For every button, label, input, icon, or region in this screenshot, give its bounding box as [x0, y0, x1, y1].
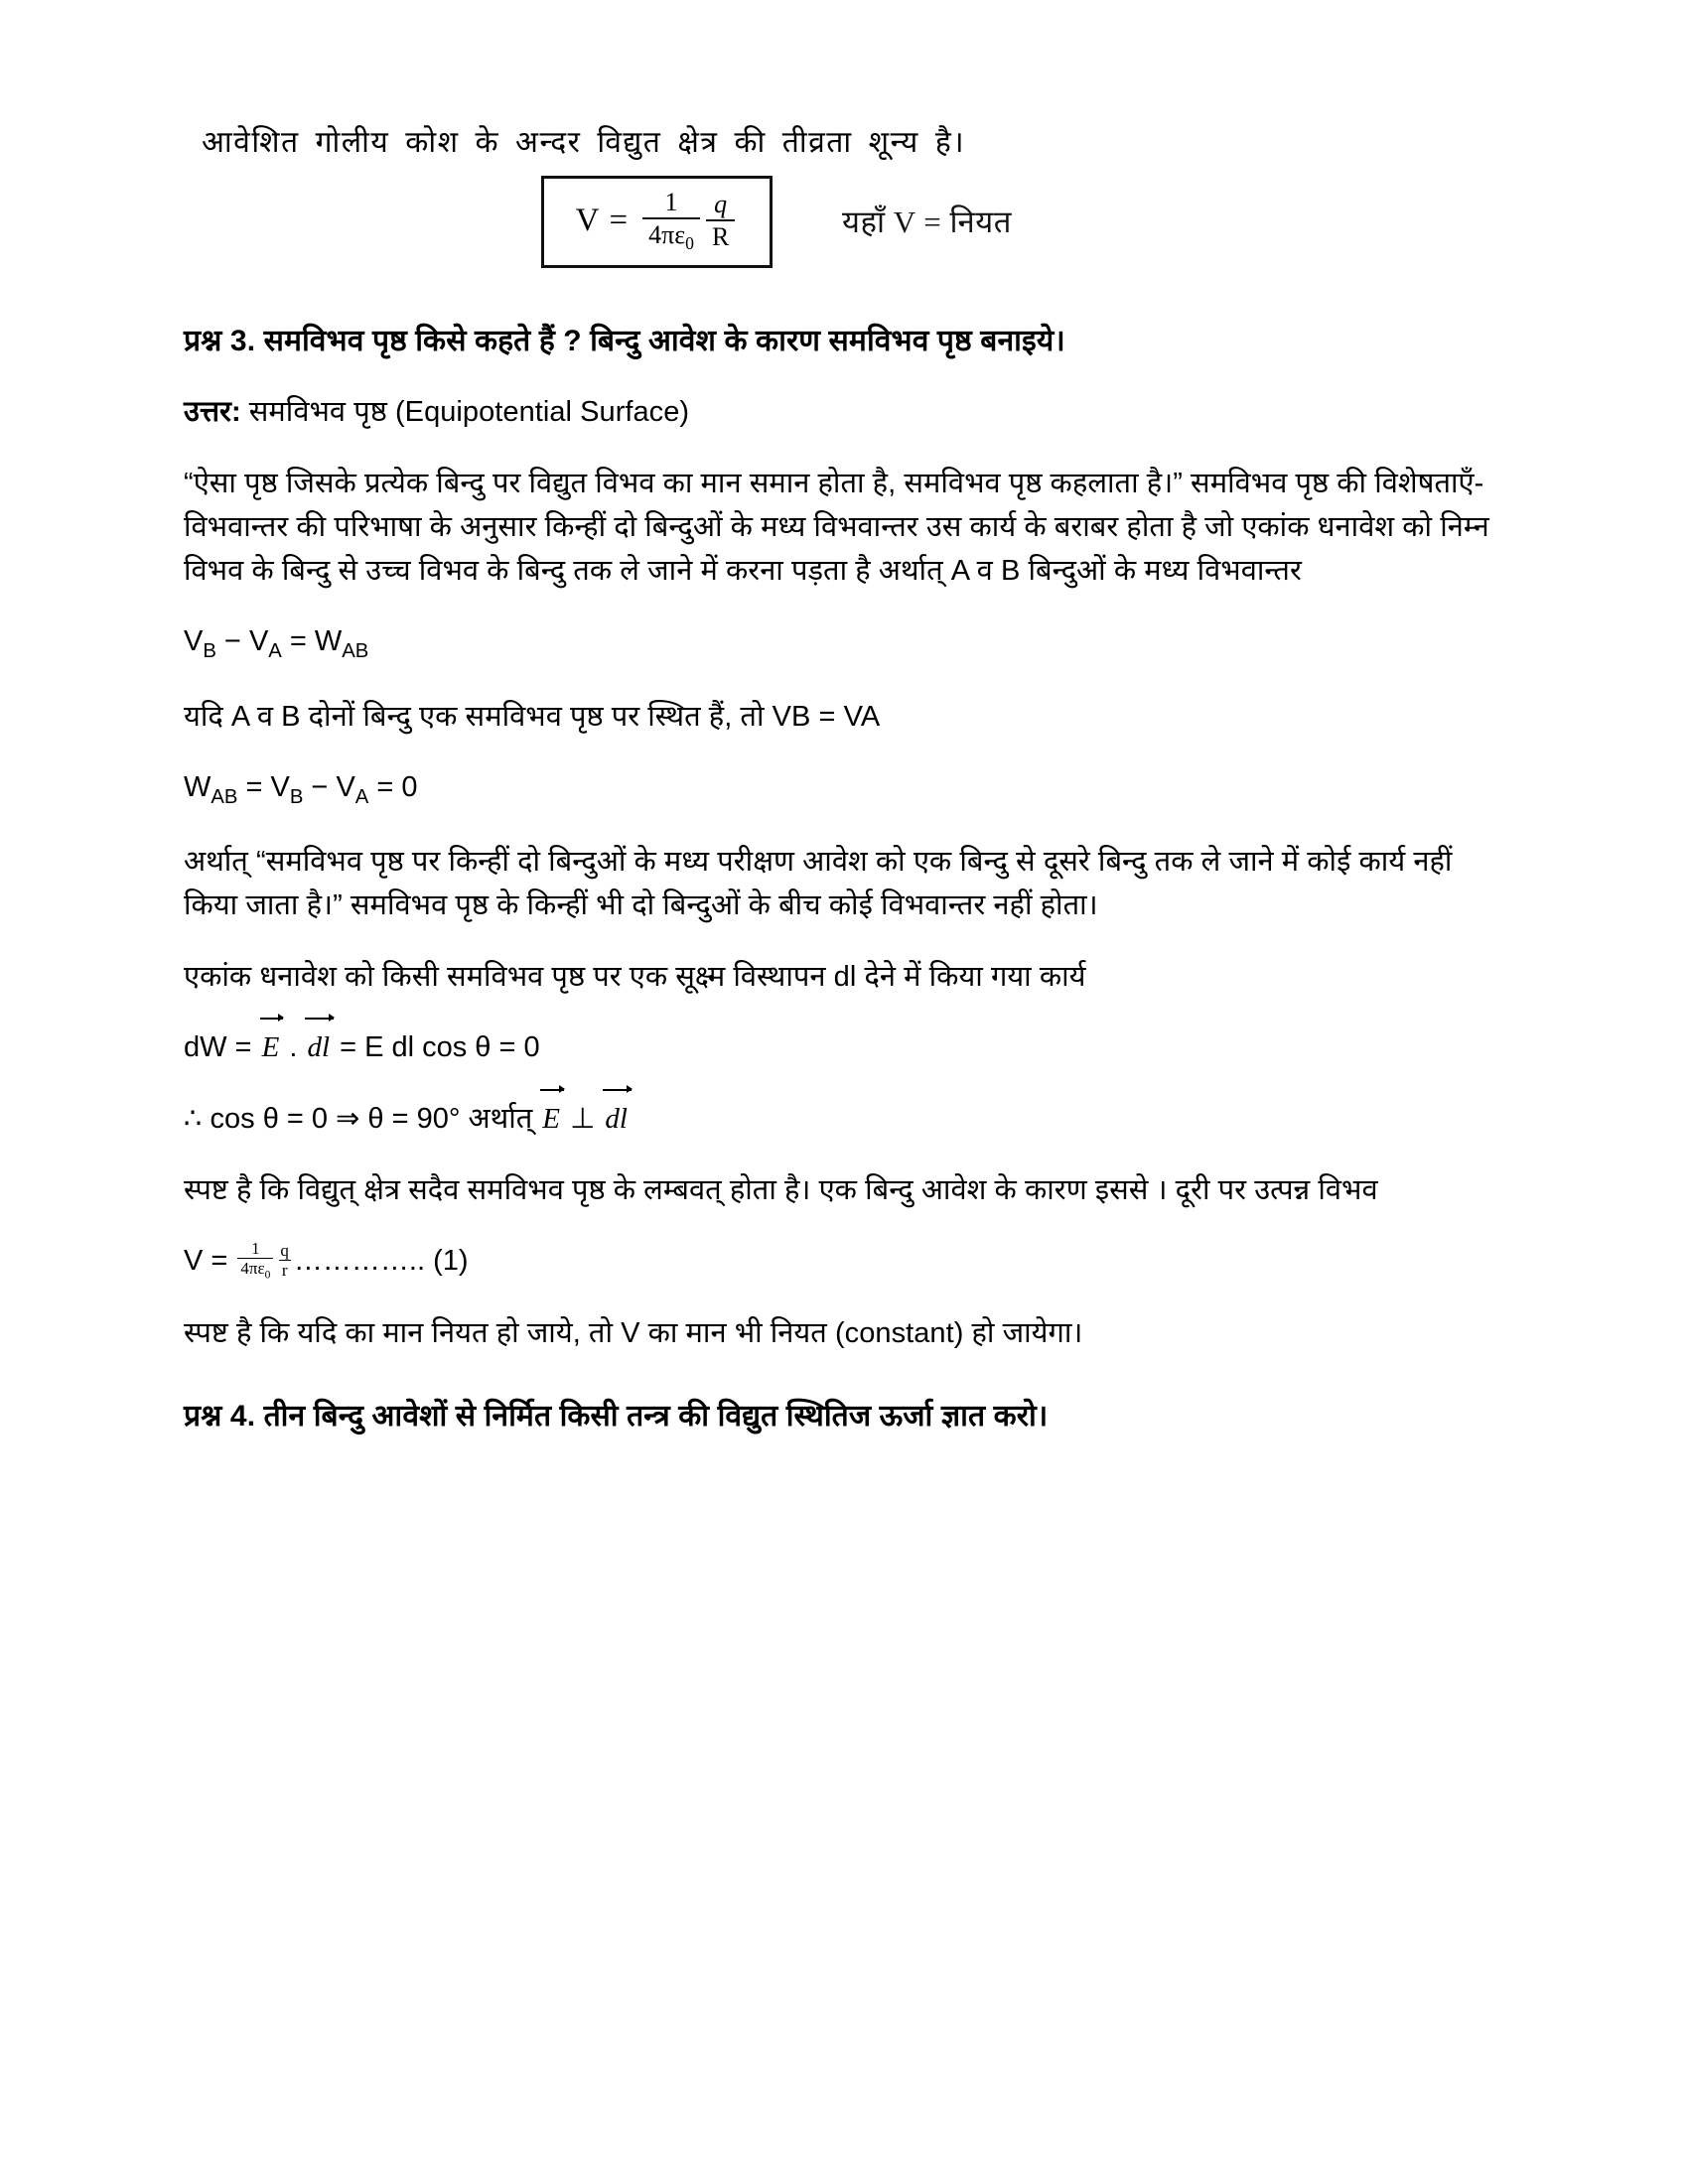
formula-note: यहाँ V = नियत — [842, 205, 1012, 240]
question-3-paragraph-5: स्पष्ट है कि यदि का मान नियत हो जाये, तो V का मान भी नियत (constant) हो जायेगा। — [184, 1316, 1083, 1349]
eq1-v2-sub: A — [268, 640, 282, 663]
eq1-w: W — [314, 625, 343, 658]
eq6-frac1-den — [237, 1258, 273, 1281]
eq4-lead: dW = — [184, 1031, 260, 1064]
eq1-v1-sub: B — [203, 640, 216, 663]
formula-fraction-one — [642, 189, 700, 253]
top-statement: आवेशित गोलीय कोश के अन्दर विद्युत क्षेत्र की तीव्रता शून्य है। — [202, 126, 966, 159]
question-3-answer-line — [184, 390, 1499, 434]
question-3-heading: प्रश्न 3. समविभव पृष्ठ किसे कहते हैं ? बिन्दु आवेश के कारण समविभव पृष्ठ बनाइये। — [184, 324, 1065, 357]
question-3-condition-line — [184, 695, 1499, 739]
eq1-w-sub: AB — [342, 640, 369, 663]
eq2-v2: V — [843, 700, 861, 733]
eq3-v1: V — [270, 770, 290, 803]
question-4-heading: प्रश्न 4. तीन बिन्दु आवेशों से निर्मित किसी तन्त्र की विद्युत स्थितिज ऊर्जा ज्ञात करो। — [184, 1399, 1049, 1433]
eq6-tag: (1) — [425, 1245, 469, 1278]
vector-e-symbol-2: E — [540, 1098, 562, 1142]
question-3-paragraph-3: एकांक धनावेश को किसी समविभव पृष्ठ पर एक सूक्ष्म विस्थापन dl देने में किया गया कार्य — [184, 961, 1086, 994]
formula-lhs: V — [575, 202, 600, 238]
eq3-equals-1: = — [237, 770, 271, 803]
eq3-w-sub: AB — [211, 785, 238, 808]
equation-vb-minus-va — [184, 620, 1499, 666]
formula-epsilon: 4πε — [648, 219, 686, 249]
eq3-w: W — [184, 770, 211, 803]
eq6-epsilon-sub: 0 — [264, 1268, 271, 1282]
eq3-minus: − — [303, 770, 337, 803]
formula-fraction-one-denominator — [642, 217, 700, 253]
question-3-paragraph-4: स्पष्ट है कि विद्युत् क्षेत्र सदैव समविभव पृष्ठ के लम्बवत् होता है। एक बिन्दु आवेश के कारण इससे । दूरी पर उत्पन्न विभव — [184, 1174, 1378, 1207]
formula-fraction-two-numerator: q — [714, 189, 728, 218]
question-3-paragraph-2: अर्थात् “समविभव पृष्ठ पर किन्हीं दो बिन्दुओं के मध्य परीक्षण आवेश को एक बिन्दु से दूसरे बिन्दु तक ले जाने में कोई कार्य नहीं किया जाता है।” समविभव पृष्ठ के किन्हीं भी दो बिन्दुओं के बीच कोई विभवान्तर नहीं होता। — [184, 845, 1453, 921]
eq3-v2-sub: A — [354, 785, 369, 808]
eq6-dots: ………….. — [293, 1245, 426, 1278]
eq2-v1: V — [772, 700, 792, 733]
eq3-v1-sub: B — [289, 785, 304, 808]
eq2-equals: = — [810, 700, 844, 733]
eq5-perp: ⊥ — [562, 1102, 604, 1135]
boxed-formula — [541, 176, 773, 268]
eq2-v2-sub: A — [860, 700, 881, 733]
vector-e-symbol: E — [260, 1026, 282, 1070]
eq5-lead: ∴ cos θ = 0 ⇒ θ = 90° अर्थात् — [184, 1102, 541, 1135]
eq6-frac2-num: q — [280, 1241, 289, 1261]
eq2-v1-sub: B — [791, 700, 811, 733]
eq3-v2: V — [336, 770, 355, 803]
boxed-formula-row — [541, 176, 1499, 268]
eq1-v1: V — [184, 625, 204, 658]
eq1-equals: = — [281, 625, 315, 658]
eq3-zero: 0 — [401, 770, 418, 803]
eq1-minus: − — [215, 625, 249, 658]
equation-cos-theta — [184, 1098, 1499, 1142]
vector-dl-symbol: dl — [305, 1026, 332, 1070]
eq3-equals-2: = — [368, 770, 402, 803]
eq6-lhs: V = — [184, 1245, 236, 1278]
eq1-v2: V — [248, 625, 269, 658]
eq6-fraction-two — [277, 1242, 292, 1279]
formula-equals: = — [609, 202, 629, 238]
eq4-tail: = E dl cos θ = 0 — [332, 1031, 540, 1064]
eq6-epsilon: 4πε — [240, 1259, 265, 1279]
equation-wab-zero — [184, 766, 1499, 812]
question-3-paragraph-1: “ऐसा पृष्ठ जिसके प्रत्येक बिन्दु पर विद्युत विभव का मान समान होता है, समविभव पृष्ठ कहलाता है।” समविभव पृष्ठ की विशेषताएँ- विभवान्तर की परिभाषा के अनुसार किन्हीं दो बिन्दुओं के मध्य विभवान्तर उस कार्य के बराबर होता है जो एकांक धनावेश को निम्न विभव के बिन्दु से उच्च विभव के बिन्दु तक ले जाने में करना पड़ता है अर्थात् A व B बिन्दुओं के मध्य विभवान्तर — [184, 468, 1489, 588]
answer-label: उत्तर: — [184, 396, 241, 429]
condition-text: यदि A व B दोनों बिन्दु एक समविभव पृष्ठ पर स्थित हैं, तो — [184, 700, 773, 733]
document-content — [184, 124, 1499, 1437]
formula-fraction-two-denominator: R — [706, 219, 735, 250]
formula-fraction-one-numerator: 1 — [664, 187, 678, 216]
equation-potential-1 — [184, 1240, 1499, 1284]
eq6-fraction-one — [237, 1240, 273, 1281]
answer-title: समविभव पृष्ठ (Equipotential Surface) — [240, 396, 690, 429]
eq4-dot: . — [281, 1031, 306, 1064]
eq6-frac2-den: r — [279, 1260, 291, 1279]
vector-dl-symbol-2: dl — [603, 1098, 630, 1142]
formula-epsilon-subscript: 0 — [685, 232, 694, 253]
equation-dw — [184, 1026, 1499, 1070]
formula-fraction-two — [706, 191, 735, 251]
eq6-frac1-num: 1 — [251, 1239, 260, 1259]
